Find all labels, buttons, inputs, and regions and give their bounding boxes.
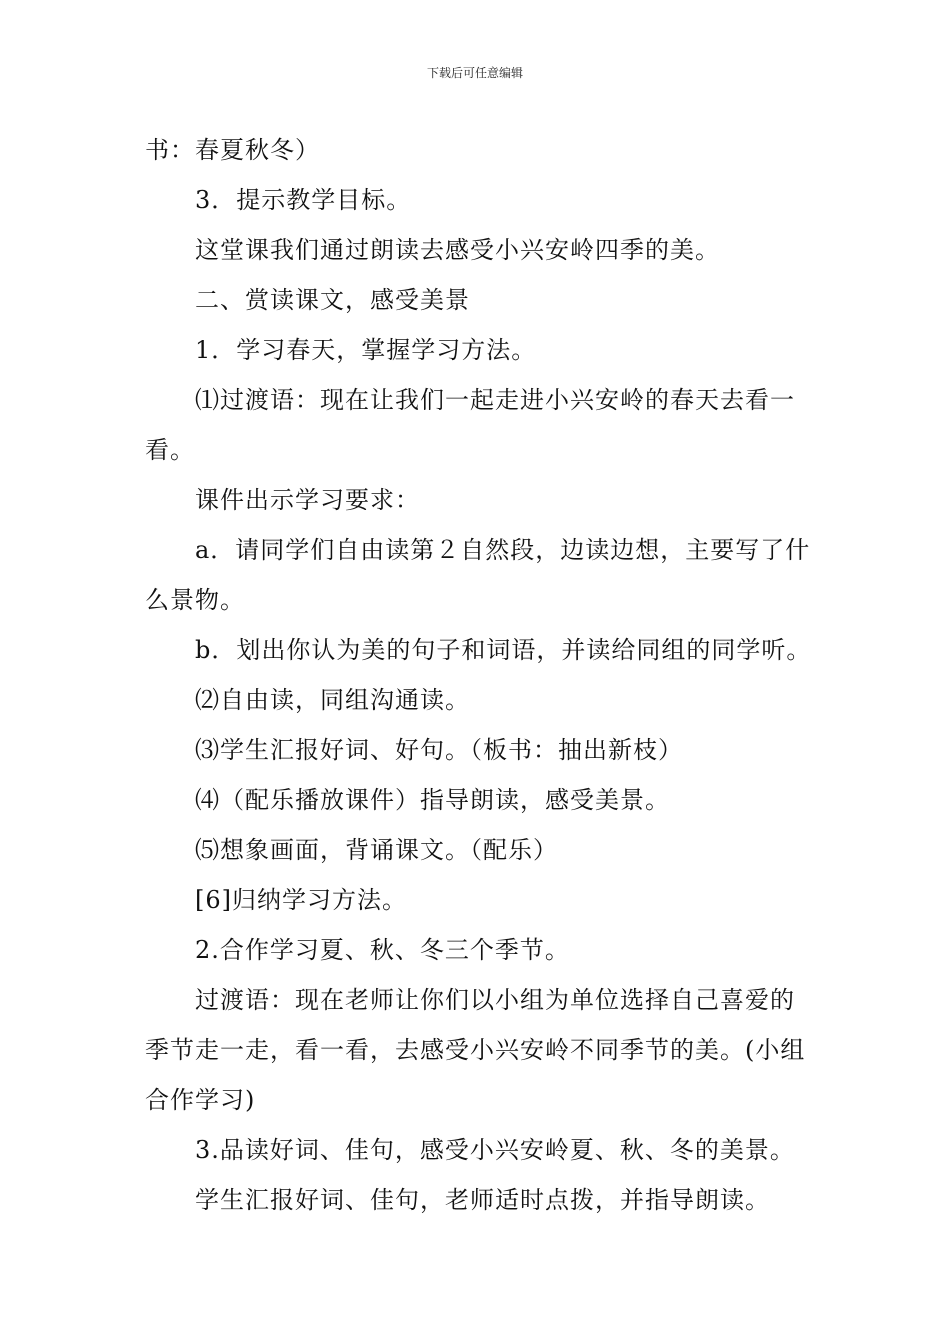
paragraph: 这堂课我们通过朗读去感受小兴安岭四季的美。: [195, 236, 720, 264]
paragraph: 课件出示学习要求：: [195, 486, 420, 514]
document-body: [145, 125, 815, 1225]
page-header: 下载后可任意编辑: [426, 66, 523, 80]
paragraph: b．划出你认为美的句子和词语，并读给同组的同学听。: [195, 636, 812, 664]
paragraph: 3.品读好词、佳句，感受小兴安岭夏、秋、冬的美景。: [195, 1136, 795, 1164]
paragraph: ⑴过渡语：现在让我们一起走进小兴安岭的春天去看一看。: [145, 386, 795, 464]
paragraph: ⑶学生汇报好词、好句。（板书：抽出新枝）: [195, 736, 683, 764]
paragraph: 过渡语：现在老师让你们以小组为单位选择自己喜爱的季节走一走，看一看，去感受小兴安岭不同季节的美。(小组合作学习): [145, 986, 806, 1114]
paragraph: a．请同学们自由读第２自然段，边读边想，主要写了什么景物。: [145, 536, 811, 614]
paragraph: [6]归纳学习方法。: [195, 886, 407, 914]
paragraph: 1．学习春天，掌握学习方法。: [195, 336, 537, 364]
paragraph: ⑵自由读，同组沟通读。: [195, 686, 470, 714]
paragraph: 2.合作学习夏、秋、冬三个季节。: [195, 936, 570, 964]
section-heading: 二、赏读课文，感受美景: [195, 286, 470, 314]
paragraph: 书：春夏秋冬）: [145, 136, 320, 164]
paragraph: ⑸想象画面，背诵课文。（配乐）: [195, 836, 558, 864]
paragraph: 学生汇报好词、佳句，老师适时点拨，并指导朗读。: [195, 1186, 770, 1214]
paragraph: ⑷（配乐播放课件）指导朗读，感受美景。: [195, 786, 670, 814]
paragraph: 3．提示教学目标。: [195, 186, 412, 214]
